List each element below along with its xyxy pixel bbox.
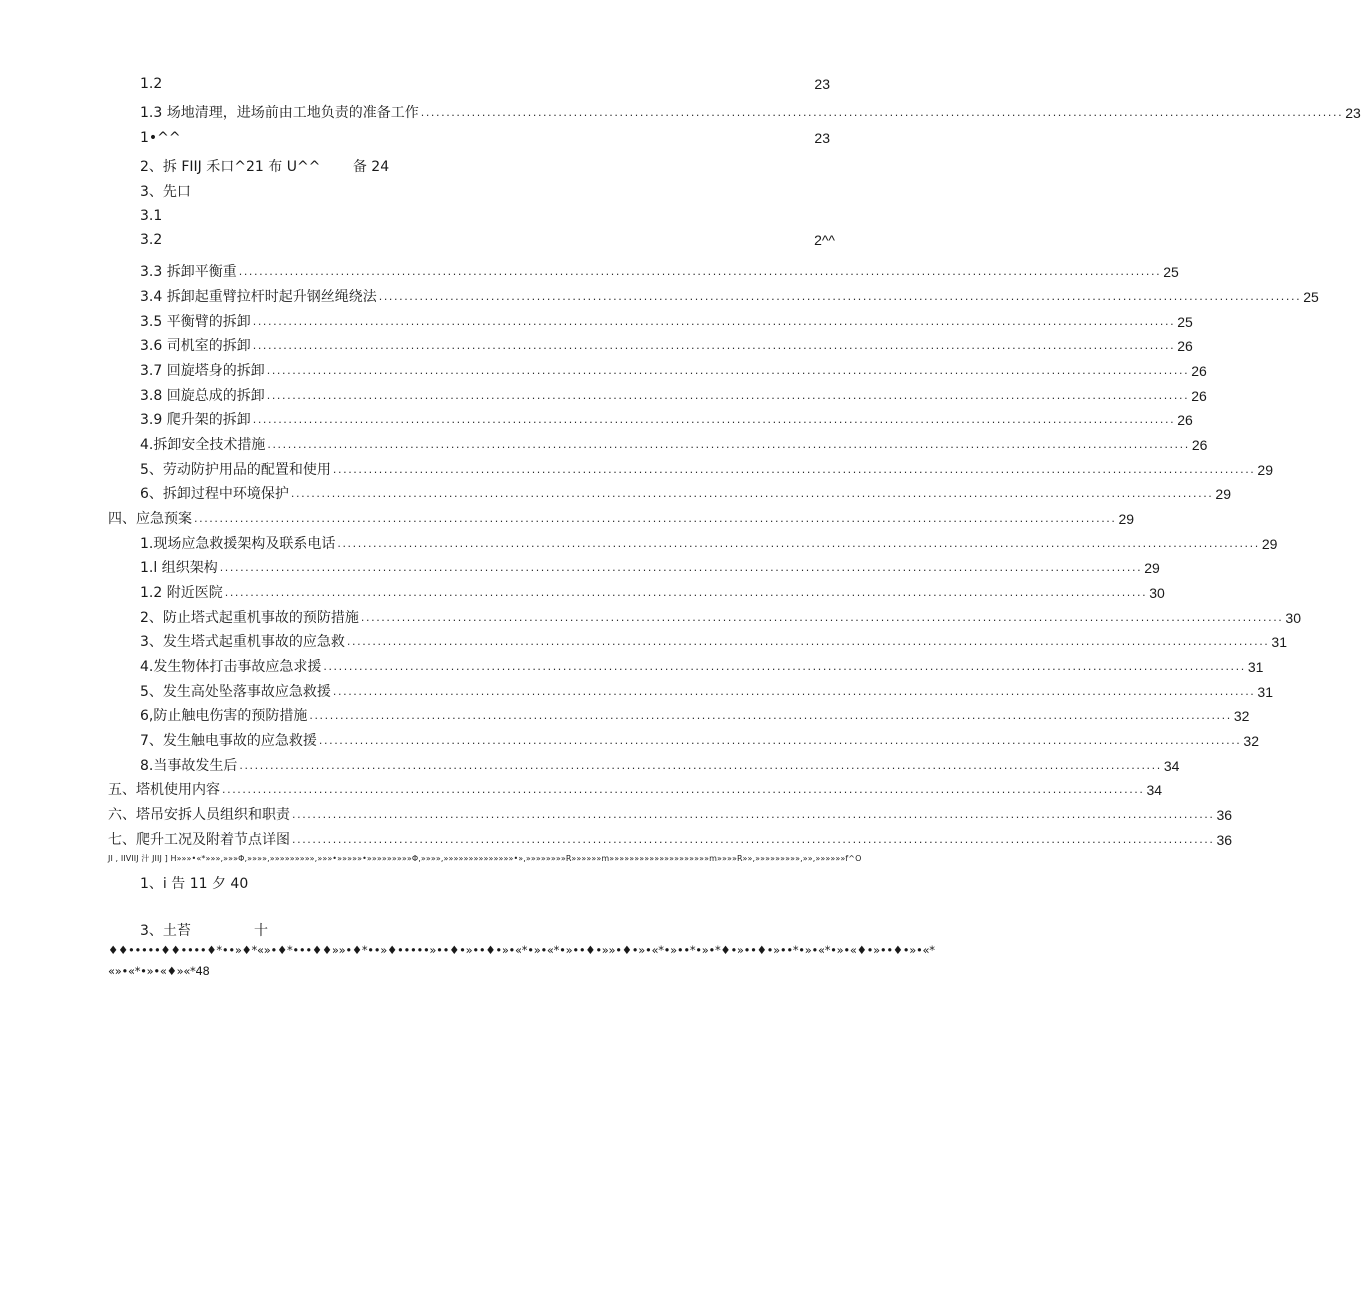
toc-entry-page: 29 (1261, 536, 1278, 552)
toc-row (140, 312, 1193, 332)
dot-leader: ..................................................................................................................................................................................... (292, 808, 1215, 821)
toc-entry-label: 4.拆卸安全技术措施 (140, 437, 266, 453)
dot-leader: ..................................................................................................................................................................................... (252, 413, 1176, 426)
toc-row (140, 874, 440, 894)
toc-row (140, 534, 1278, 554)
toc-entry-label: 3.4 拆卸起重臂拉杆时起升钢丝绳绕法 (140, 289, 377, 305)
toc-row (140, 460, 1273, 480)
toc-entry-label: 3、发生塔式起重机事故的应急救 (140, 634, 345, 650)
toc-entry-label: 1.现场应急救援架构及联系电话 (140, 536, 336, 552)
toc-entry-label: 1、i 告 11 夕 40 (140, 876, 249, 892)
dot-leader: ..................................................................................................................................................................................... (292, 833, 1215, 846)
toc-row (108, 780, 1163, 800)
toc-row (140, 182, 440, 202)
dot-leader: ..................................................................................................................................................................................... (238, 265, 1162, 278)
dot-leader: ..................................................................................................................................................................................... (194, 512, 1117, 525)
toc-entry-page: 30 (1285, 610, 1301, 626)
toc-row (140, 157, 540, 177)
toc-entry-label: 3.9 爬升架的拆卸 (140, 412, 251, 428)
dot-leader: ..................................................................................................................................................................................... (332, 685, 1256, 698)
dot-leader: ..................................................................................................................................................................................... (360, 611, 1284, 624)
toc-row (140, 336, 1193, 356)
dot-leader: ..................................................................................................................................................................................... (224, 586, 1148, 599)
toc-entry-page: 25 (1177, 314, 1193, 330)
toc-entry-label: 六、塔吊安拆人员组织和职责 (108, 807, 290, 823)
dot-leader: ..................................................................................................................................................................................... (266, 389, 1190, 402)
toc-row (140, 262, 1179, 282)
toc-entry-label: 3.3 拆卸平衡重 (140, 264, 237, 280)
toc-entry-page: 31 (1247, 659, 1264, 675)
toc-entry-page: 25 (1303, 289, 1319, 305)
toc-row-extra (254, 921, 294, 941)
toc-entry-page: 25 (1163, 264, 1179, 280)
toc-row (140, 731, 1259, 751)
toc-entry-page: 32 (1243, 733, 1259, 749)
toc-row (140, 287, 1319, 307)
toc-entry-label: 1.l 组织架构 (140, 560, 218, 576)
toc-row (140, 756, 1180, 776)
toc-row (140, 435, 1208, 455)
toc-entry-page: 26 (1191, 437, 1208, 453)
dot-leader: ..................................................................................................................................................................................... (219, 561, 1143, 574)
toc-entry-label: 7、发生触电事故的应急救援 (140, 733, 317, 749)
toc-entry-label: 3、先口 (140, 184, 191, 200)
toc-row (140, 657, 1264, 677)
toc-entry-page: 26 (1177, 412, 1193, 428)
toc-entry-label: 6,防止触电伤害的预防措施 (140, 708, 308, 724)
garbled-symbol-line: ♦♦•••••♦♦••••♦*••»♦*«»•♦*•••♦♦»»•♦*••»♦•••••»••♦•»••♦•»•«*•»•«*•»••♦•»»•♦•»•«*•»••*•»•*♦•»••♦•»••*•»•«*•»•«♦•»••♦•»•«* (108, 943, 935, 957)
toc-entry-label: 3.7 回旋塔身的拆卸 (140, 363, 265, 379)
toc-entry-label: 4.发生物体打击事故应急求援 (140, 659, 322, 675)
garbled-symbol-line: «»•«*•»•«♦»«*48 (108, 964, 210, 978)
dot-leader: ..................................................................................................................................................................................... (239, 759, 1162, 772)
toc-entry-label: 3、土苔 (140, 923, 191, 939)
toc-entry-page: 29 (1215, 486, 1231, 502)
dot-leader: ..................................................................................................................................................................................... (222, 783, 1145, 796)
toc-row (108, 805, 1233, 825)
toc-entry-page: 31 (1271, 634, 1287, 650)
toc-row (140, 128, 830, 148)
toc-entry-label: 2、防止塔式起重机事故的预防措施 (140, 610, 359, 626)
dot-leader: ..................................................................................................................................................................................... (323, 660, 1246, 673)
dot-leader: ..................................................................................................................................................................................... (252, 315, 1176, 328)
toc-entry-page: 2^^ (814, 232, 835, 248)
dot-leader: ..................................................................................................................................................................................... (252, 339, 1176, 352)
toc-row (140, 706, 1250, 726)
dot-leader: ..................................................................................................................................................................................... (332, 463, 1256, 476)
toc-row (140, 558, 1160, 578)
toc-entry-label: 5、发生高处坠落事故应急救援 (140, 684, 331, 700)
toc-entry-page: 26 (1177, 338, 1193, 354)
dot-leader: ..................................................................................................................................................................................... (309, 709, 1232, 722)
toc-entry-page: 29 (1257, 462, 1273, 478)
toc-entry-extra: 十 (254, 923, 268, 939)
garbled-text-line: JI , IIVIIJ 汁 JIIJ ] H»»»•«*»»»,»»»Φ,»»»»,»»»»»»»»»,»»»•»»»»»•»»»»»»»»»Φ,»»»»,»»»»»»»»»»»»»»•»,»»»»»»»»R»»»»»»m»»»»»»»»»»»»»»»»»»»»m»»»»R»»,»»»»»»»»»,»»,»»»»»»f^O (108, 854, 862, 863)
toc-entry-label: 3.8 回旋总成的拆卸 (140, 388, 265, 404)
dot-leader: ..................................................................................................................................................................................... (318, 734, 1242, 747)
toc-entry-page: 29 (1144, 560, 1160, 576)
toc-entry-label: 1.3 场地清理，进场前由工地负责的准备工作 (140, 105, 419, 121)
dot-leader: ..................................................................................................................................................................................... (290, 487, 1214, 500)
toc-entry-page: 31 (1257, 684, 1273, 700)
toc-entry-label: 6、拆卸过程中环境保护 (140, 486, 289, 502)
toc-entry-label: 3.1 (140, 208, 163, 224)
toc-row (140, 74, 830, 94)
toc-entry-page: 34 (1146, 782, 1163, 798)
toc-entry-page: 26 (1191, 363, 1207, 379)
dot-leader: ..................................................................................................................................................................................... (346, 635, 1270, 648)
toc-entry-label: 3.5 平衡臂的拆卸 (140, 314, 251, 330)
toc-entry-page: 36 (1216, 832, 1233, 848)
toc-row (140, 386, 1207, 406)
toc-row (140, 608, 1301, 628)
toc-row (140, 230, 835, 250)
toc-entry-page: 29 (1118, 511, 1135, 527)
toc-entry-label: 1.2 (140, 76, 163, 92)
toc-entry-page: 23 (814, 130, 830, 146)
toc-row (140, 206, 440, 226)
toc-entry-page: 34 (1163, 758, 1180, 774)
toc-entry-label: 五、塔机使用内容 (108, 782, 220, 798)
toc-entry-label: 3.6 司机室的拆卸 (140, 338, 251, 354)
toc-entry-page: 30 (1149, 585, 1165, 601)
toc-entry-label: 2、拆 FIIJ 禾口^21 布 U^^ 备 24 (140, 159, 390, 175)
dot-leader: ..................................................................................................................................................................................... (267, 438, 1190, 451)
toc-entry-page: 32 (1233, 708, 1250, 724)
toc-row (140, 410, 1193, 430)
dot-leader: ..................................................................................................................................................................................... (378, 290, 1302, 303)
toc-row (108, 830, 1233, 850)
dot-leader: ..................................................................................................................................................................................... (337, 537, 1260, 550)
toc-row (140, 103, 1361, 123)
toc-entry-page: 23 (814, 76, 830, 92)
toc-entry-label: 3.2 (140, 232, 163, 248)
toc-row (140, 682, 1273, 702)
toc-entry-label: 七、爬升工况及附着节点详图 (108, 832, 290, 848)
toc-row (140, 484, 1231, 504)
toc-entry-label: 8.当事故发生后 (140, 758, 238, 774)
toc-row (140, 583, 1165, 603)
toc-entry-page: 23 (1345, 105, 1361, 121)
toc-entry-page: 26 (1191, 388, 1207, 404)
toc-row (108, 509, 1135, 529)
toc-row (140, 361, 1207, 381)
toc-entry-label: 1•^^ (140, 130, 181, 146)
dot-leader: ..................................................................................................................................................................................... (420, 106, 1344, 119)
toc-entry-label: 5、劳动防护用品的配置和使用 (140, 462, 331, 478)
toc-entry-label: 1.2 附近医院 (140, 585, 223, 601)
toc-row (140, 632, 1287, 652)
dot-leader: ..................................................................................................................................................................................... (266, 364, 1190, 377)
toc-entry-label: 四、应急预案 (108, 511, 192, 527)
toc-row (140, 921, 340, 941)
toc-entry-page: 36 (1216, 807, 1233, 823)
